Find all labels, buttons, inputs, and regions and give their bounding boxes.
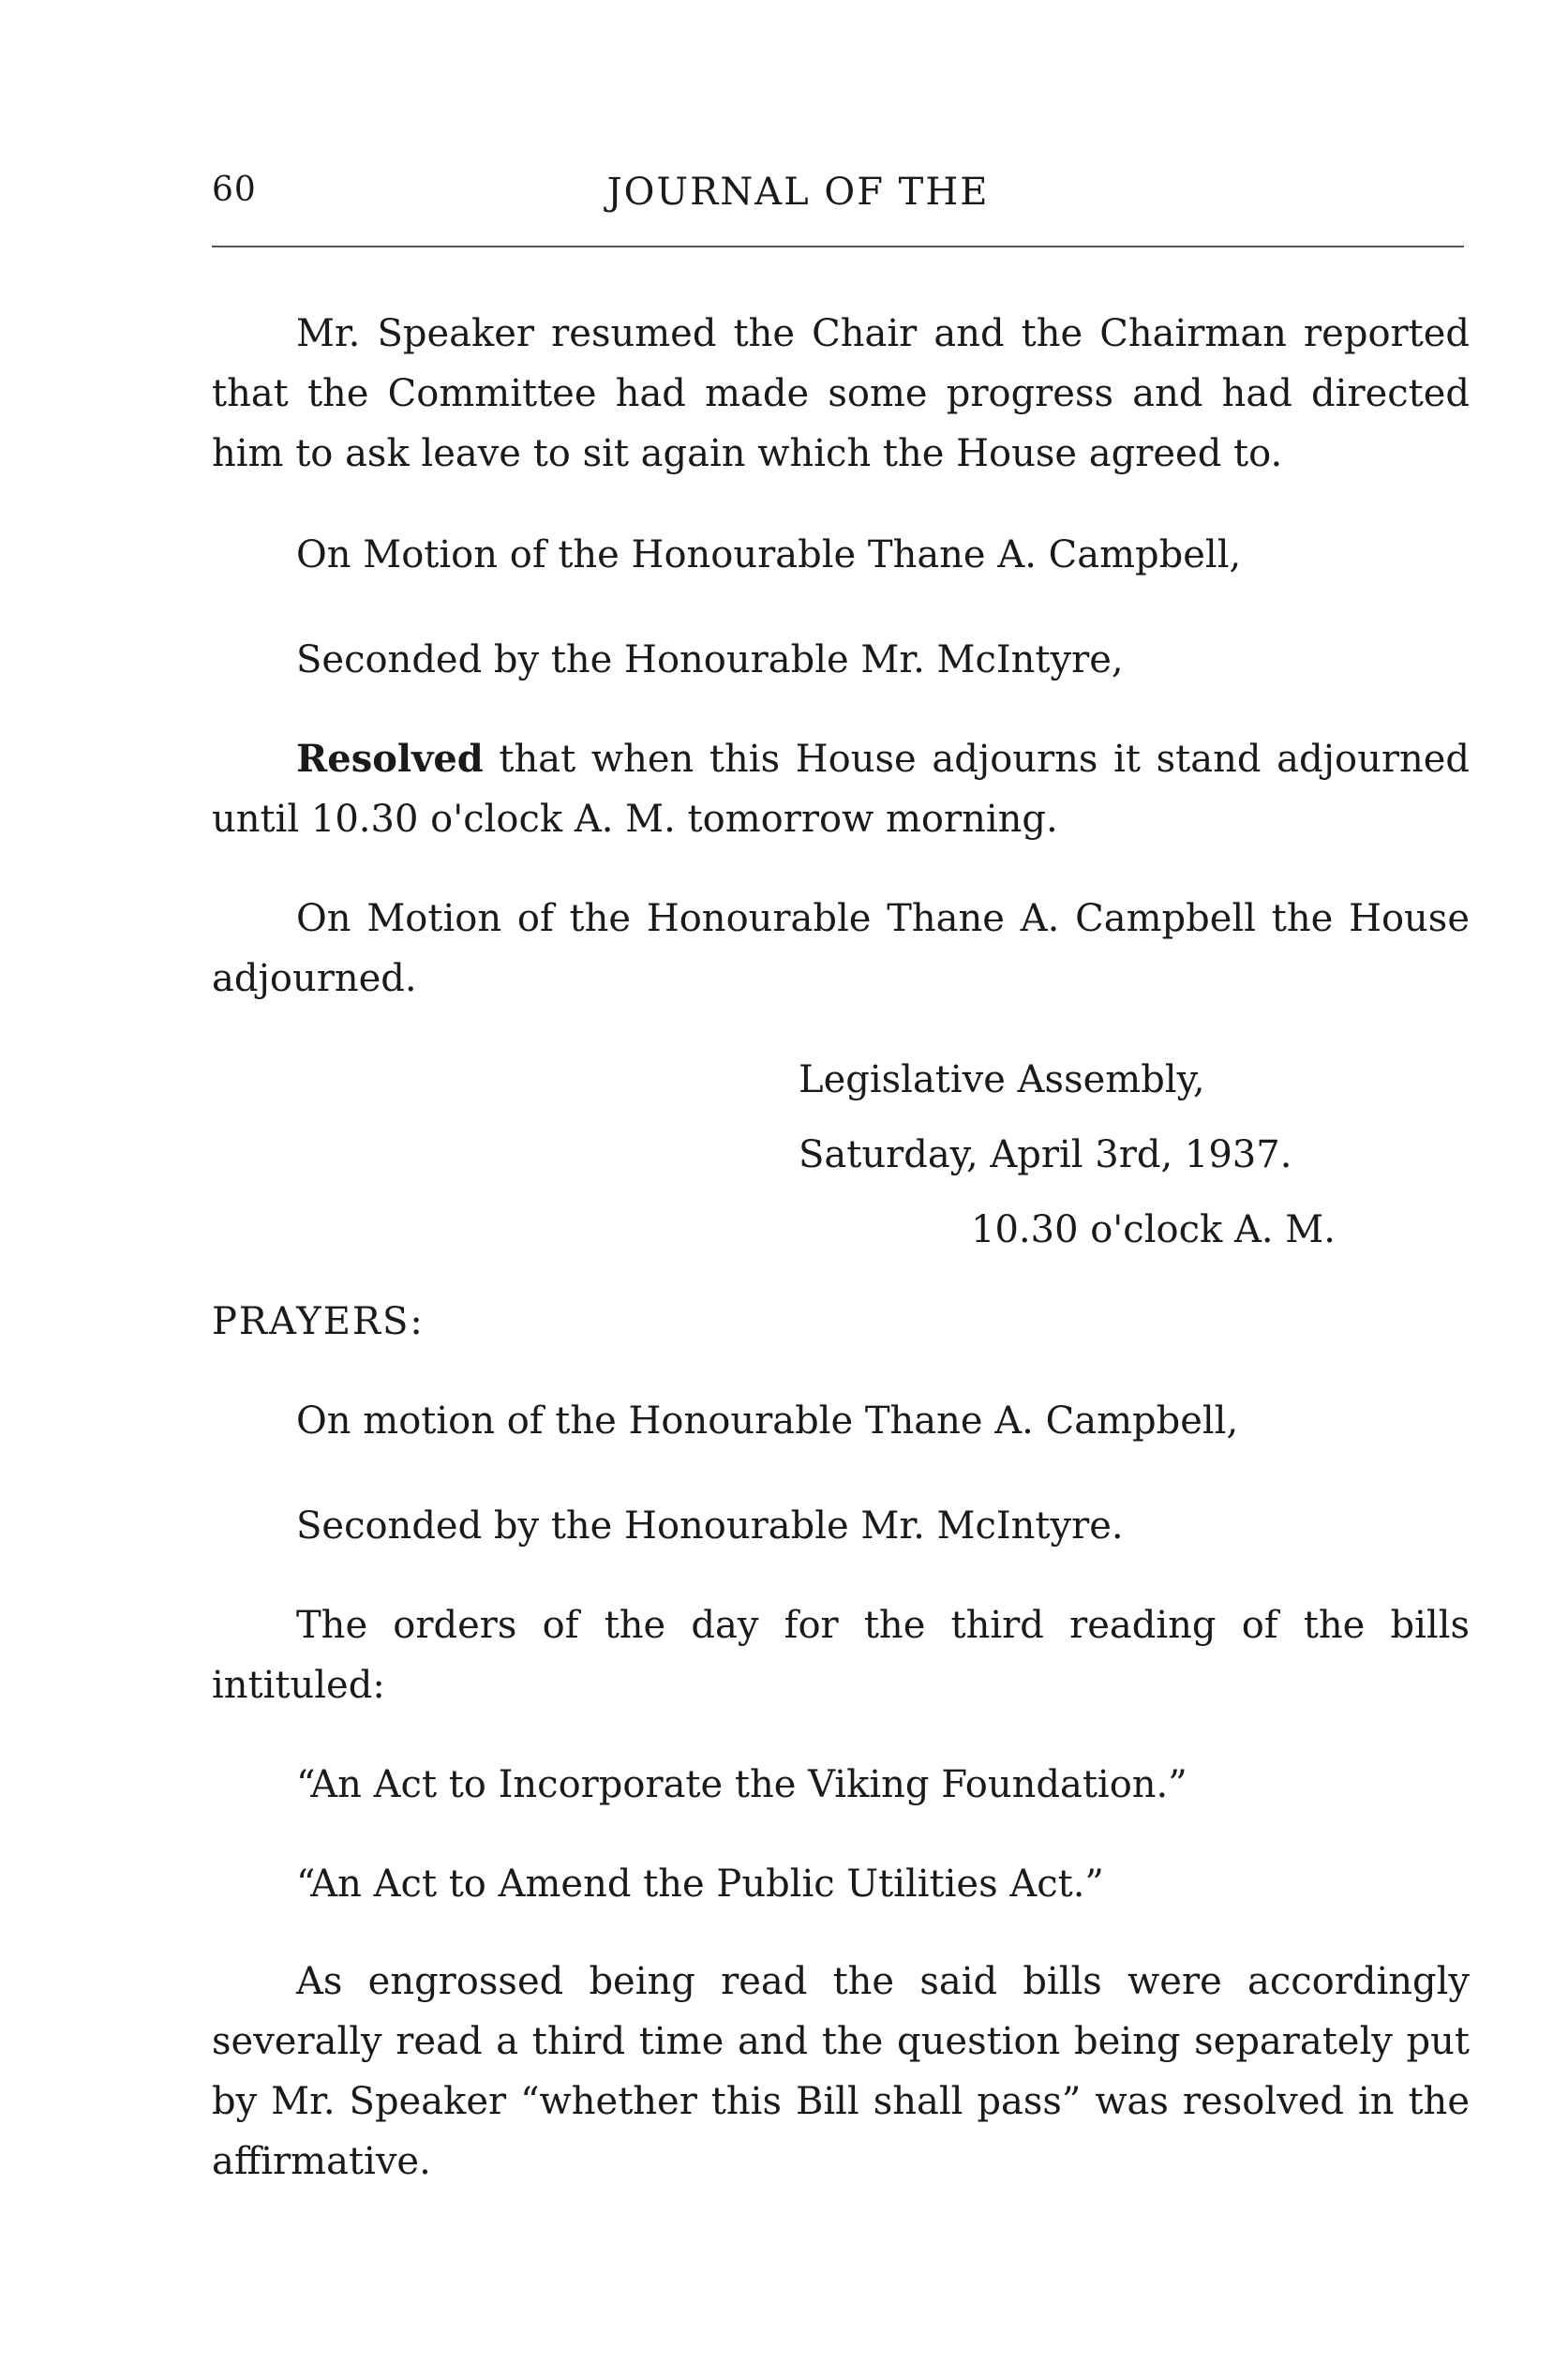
paragraph-adjourned: On Motion of the Honourable Thane A. Campbell the House adjourned. (212, 897, 1470, 1000)
dateline-date: Saturday, April 3rd, 1937. (799, 1133, 1292, 1176)
header-rule (212, 246, 1464, 247)
running-title: JOURNAL OF THE (606, 171, 990, 214)
resolution-text: that when this House adjourns it stand adjourned until 10.30 o'clock A. M. tomorrow morning. (212, 738, 1470, 841)
bill-title-viking: “An Act to Incorporate the Viking Foundation.” (296, 1763, 1187, 1806)
paragraph-third-reading: As engrossed being read the said bills were accordingly severally read a third time and the question being separately put by Mr. Speaker “whether this Bill shall pass” was resolved in the affirmative. (212, 1960, 1470, 2183)
dateline-assembly: Legislative Assembly, (799, 1058, 1205, 1101)
prayers-heading: PRAYERS: (212, 1300, 425, 1343)
resolved-label: Resolved (296, 737, 484, 781)
paragraph-motion: On Motion of the Honourable Thane A. Campbell, (296, 533, 1242, 576)
dateline-time: 10.30 o'clock A. M. (971, 1208, 1336, 1251)
paragraph-seconded-2: Seconded by the Honourable Mr. McIntyre. (296, 1504, 1124, 1548)
bill-title-utilities: “An Act to Amend the Public Utilities Act.” (296, 1863, 1104, 1906)
paragraph-orders: The orders of the day for the third reading of the bills intituled: (212, 1604, 1470, 1707)
paragraph-committee-report: Mr. Speaker resumed the Chair and the Chairman reported that the Committee had made some progress and had directed him to ask leave to sit again which the House agreed to. (212, 312, 1470, 475)
page-number: 60 (212, 171, 257, 209)
paragraph-motion-2: On motion of the Honourable Thane A. Campbell, (296, 1399, 1239, 1443)
paragraph-resolution (212, 729, 1470, 849)
paragraph-seconded: Seconded by the Honourable Mr. McIntyre, (296, 638, 1124, 681)
